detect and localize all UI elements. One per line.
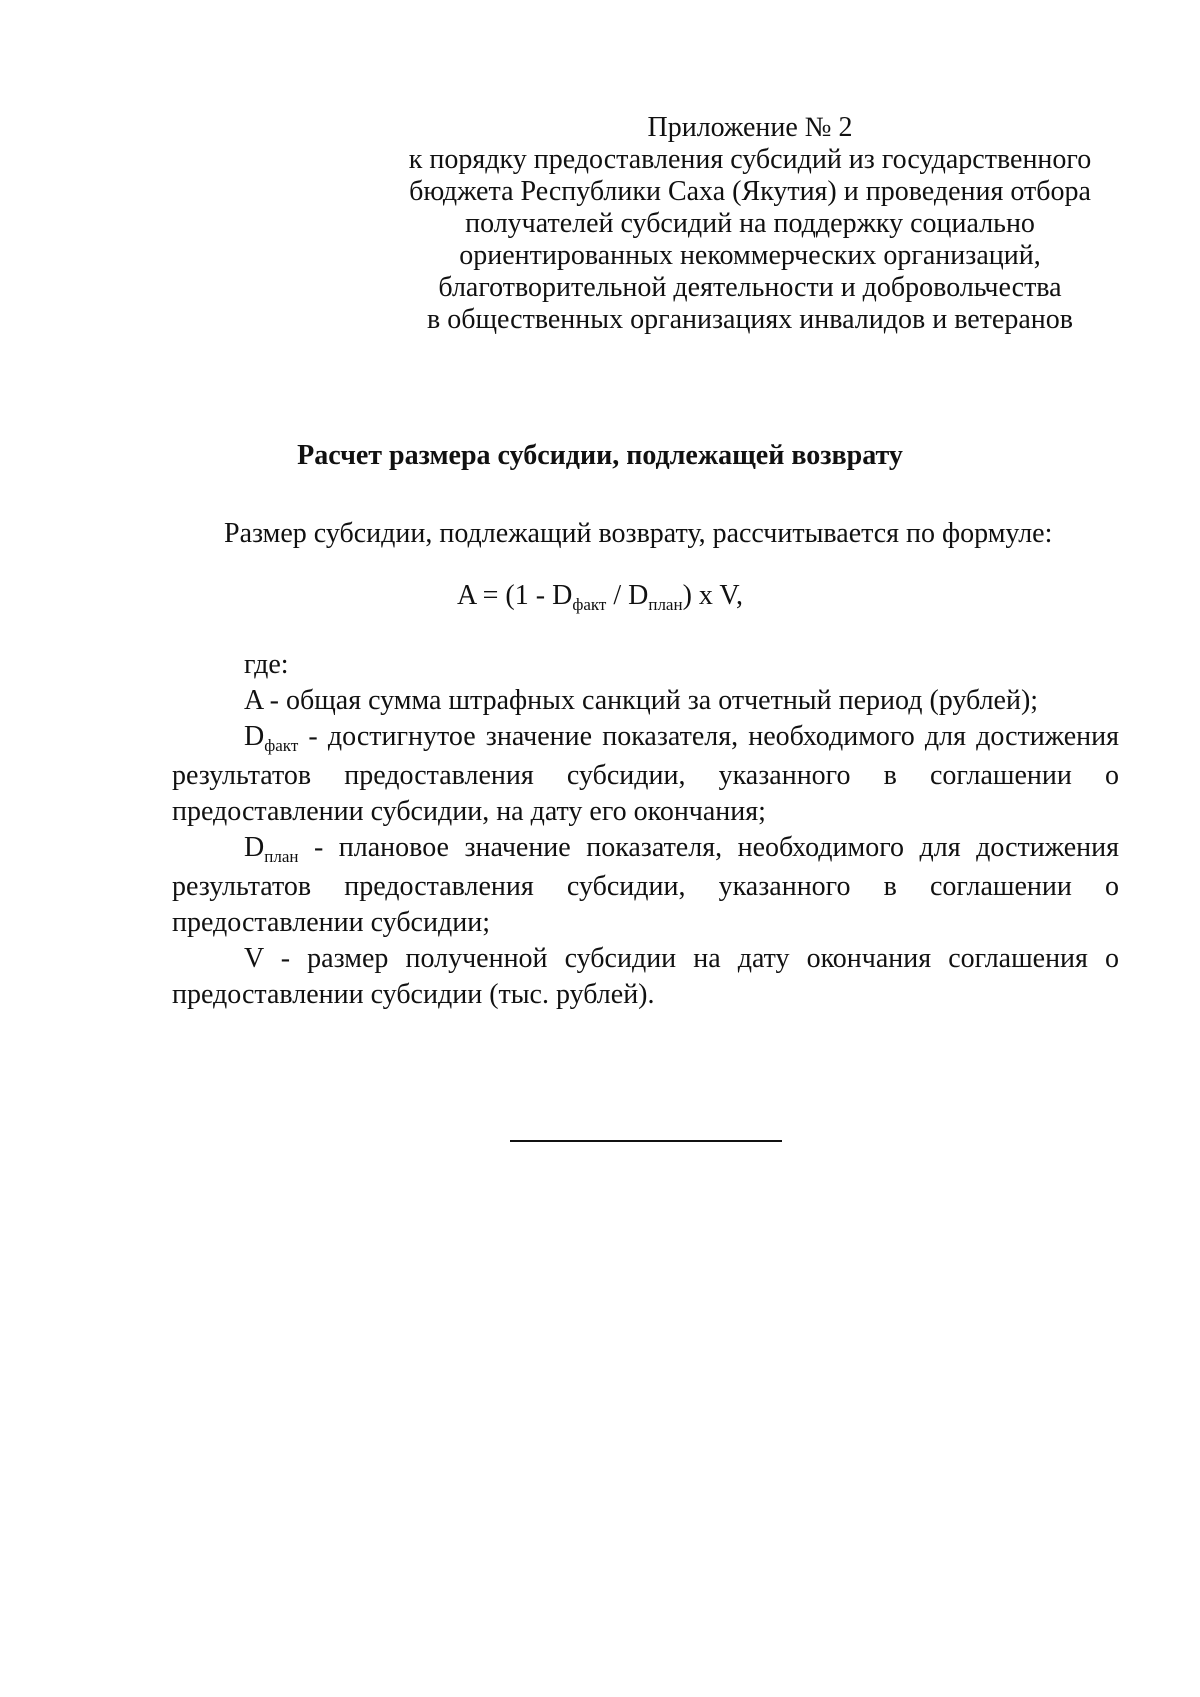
definition-v: V - размер полученной субсидии на дату окончания соглашения о предоставлении субсидии (тыс. рублей). (172, 943, 1119, 1010)
definition-dfact (172, 719, 1119, 830)
formula-sub-fact: факт (572, 595, 607, 614)
where-label: где: (244, 649, 289, 680)
appendix-line-3: бюджета Республики Саха (Якутия) и проведения отбора (409, 176, 1091, 207)
definition-a: A - общая сумма штрафных санкций за отчетный период (рублей); (244, 685, 1039, 716)
document-title: Расчет размера субсидии, подлежащей возврату (297, 440, 903, 471)
dfact-subscript: факт (264, 736, 299, 755)
dfact-symbol: D (244, 721, 265, 752)
formula (0, 580, 1200, 615)
appendix-line-4: получателей субсидий на поддержку социально (465, 208, 1035, 239)
appendix-line-7: в общественных организациях инвалидов и ветеранов (427, 304, 1073, 335)
formula-middle: / D (606, 580, 649, 611)
formula-prefix: A = (1 - D (456, 580, 573, 611)
appendix-line-2: к порядку предоставления субсидий из государственного (408, 144, 1092, 175)
dplan-symbol: D (244, 832, 265, 863)
formula-suffix: ) x V, (682, 580, 744, 611)
appendix-line-5: ориентированных некоммерческих организаций, (459, 240, 1041, 271)
formula-intro: Размер субсидии, подлежащий возврату, рассчитывается по формуле: (224, 518, 1053, 549)
appendix-line-1: Приложение № 2 (647, 112, 853, 143)
dplan-text: - плановое значение показателя, необходимого для достижения результатов предоставления субсидии, указанного в соглашении о предоставлении субсидии; (172, 832, 1119, 938)
definition-dplan (172, 830, 1119, 941)
dfact-text: - достигнутое значение показателя, необходимого для достижения результатов предоставления субсидии, указанного в соглашении о предоставлении субсидии, на дату его окончания; (172, 721, 1119, 827)
definitions-block (172, 647, 1119, 1013)
dplan-subscript: план (264, 847, 299, 866)
appendix-header (390, 112, 1110, 336)
footer-divider (510, 1140, 782, 1142)
formula-sub-plan: план (648, 595, 683, 614)
appendix-line-6: благотворительной деятельности и добровольчества (438, 272, 1062, 303)
